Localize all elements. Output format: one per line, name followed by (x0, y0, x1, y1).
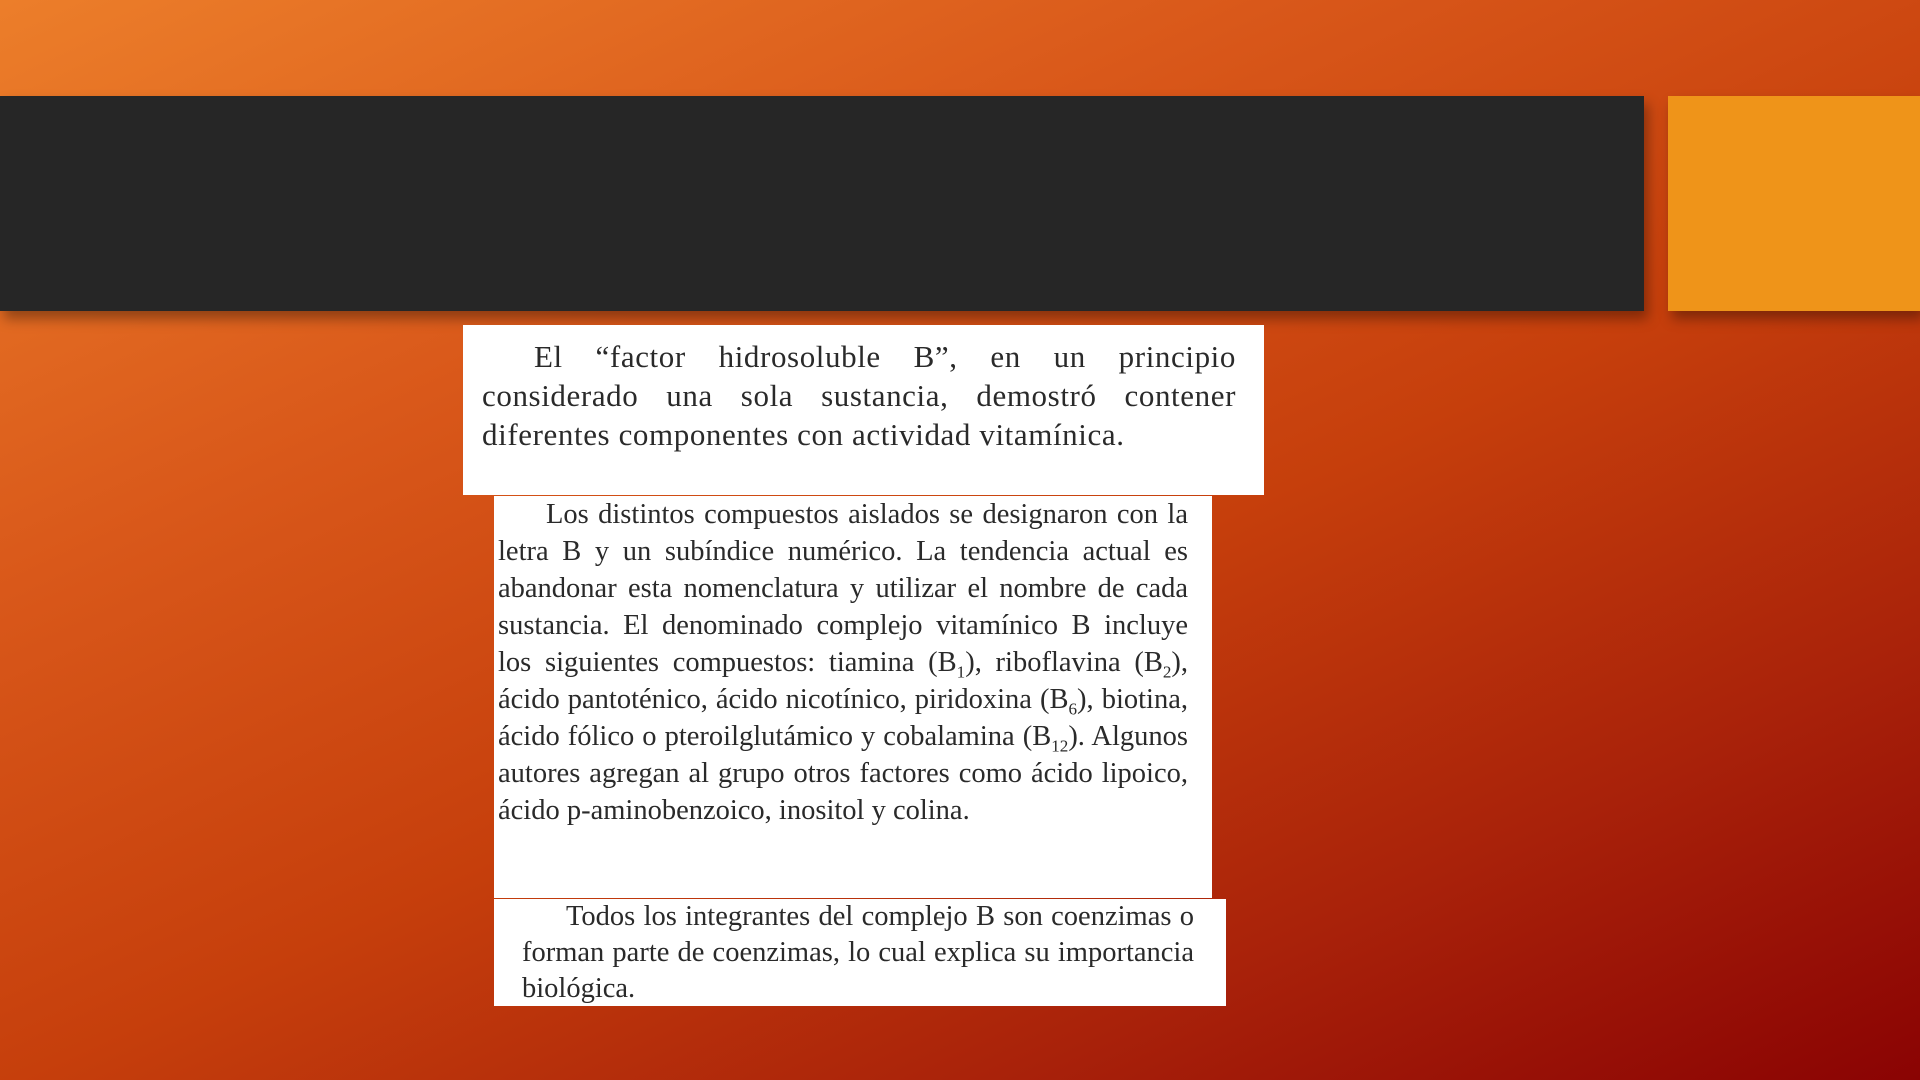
excerpt-paragraph-1: El “factor hidrosoluble B”, en un principio considerado una sola sustancia, demostró contener diferentes componentes con actividad vitamínica. (482, 339, 1236, 452)
excerpt-2-text-2: ), riboflavina (B (965, 647, 1163, 678)
title-bar (0, 96, 1644, 311)
excerpt-2-text-5: ). Algunos autores agregan al grupo otros factores como ácido lipoico, ácido p-aminobenzoico, inositol y colina. (498, 721, 1188, 826)
subscript-2: 2 (1162, 662, 1172, 682)
subscript-12: 12 (1051, 736, 1069, 756)
excerpt-2-text-1: Los distintos compuestos aislados se designaron con la letra B y un subíndice numérico. La tendencia actual es abandonar esta nomenclatura y utilizar el nombre de cada sustancia. El denominado complejo vitamínico B incluye los siguientes compuestos: tiamina (B (498, 499, 1188, 678)
excerpt-paragraph-2 (498, 496, 1188, 829)
text-excerpt-3 (494, 899, 1226, 1006)
text-excerpt-1 (463, 325, 1264, 495)
text-excerpt-2 (494, 496, 1212, 898)
excerpt-paragraph-3: Todos los integrantes del complejo B son coenzimas o forman parte de coenzimas, lo cual explica su importancia biológica. (522, 901, 1194, 1004)
excerpt-2-text-4: ), biotina, ácido fólico o pteroilglutámico y cobalamina (B (498, 684, 1188, 752)
subscript-6: 6 (1068, 699, 1078, 719)
accent-block (1668, 96, 1920, 311)
subscript-1: 1 (956, 662, 966, 682)
excerpt-2-text-3: ), ácido pantoténico, ácido nicotínico, piridoxina (B (498, 647, 1188, 715)
